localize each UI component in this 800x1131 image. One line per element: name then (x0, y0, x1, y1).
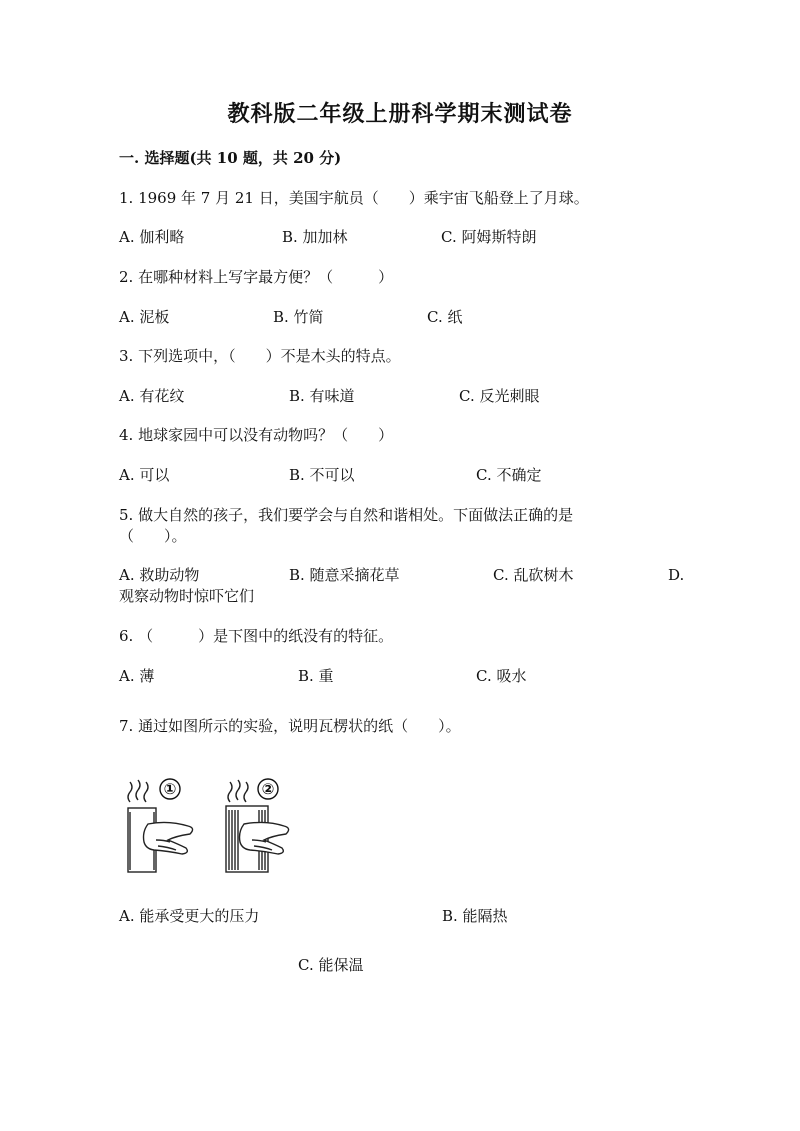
question-6-option-a: A. 薄 (119, 667, 155, 685)
question-5-option-d: D. (668, 566, 685, 584)
question-7-option-c: C. 能保温 (298, 956, 364, 974)
experiment-1-illustration (128, 780, 193, 872)
question-7-option-b: B. 能隔热 (442, 907, 508, 925)
experiment-figure (118, 772, 298, 878)
figure-label-2: ② (261, 780, 275, 798)
question-1-option-b: B. 加加林 (282, 228, 348, 246)
question-7-option-a: A. 能承受更大的压力 (119, 907, 260, 925)
figure-label-1: ① (163, 780, 177, 798)
question-3-option-c: C. 反光刺眼 (459, 387, 540, 405)
question-7-stem: 7. 通过如图所示的实验，说明瓦楞状的纸（ ）。 (119, 717, 461, 735)
question-5-option-b: B. 随意采摘花草 (289, 566, 400, 584)
question-4-option-c: C. 不确定 (476, 466, 542, 484)
exam-title: 教科版二年级上册科学期末测试卷 (227, 101, 573, 127)
question-2-option-b: B. 竹简 (273, 308, 324, 326)
question-2-option-c: C. 纸 (427, 308, 463, 326)
section-heading: 一. 选择题(共 10 题，共 20 分) (119, 149, 342, 167)
experiment-2-illustration (226, 780, 289, 872)
question-5-option-d-text: 观察动物时惊吓它们 (119, 587, 255, 605)
question-3-option-a: A. 有花纹 (119, 387, 185, 405)
question-3-option-b: B. 有味道 (289, 387, 355, 405)
question-2-stem: 2. 在哪种材料上写字最方便？（ ） (119, 268, 394, 286)
question-4-option-b: B. 不可以 (289, 466, 355, 484)
question-1-option-a: A. 伽利略 (119, 228, 185, 246)
question-6-option-c: C. 吸水 (476, 667, 527, 685)
question-5-stem-continued: （ ）。 (119, 527, 187, 545)
question-6-stem: 6. （ ）是下图中的纸没有的特征。 (119, 627, 394, 645)
question-2-option-a: A. 泥板 (119, 308, 170, 326)
question-1-stem: 1. 1969 年 7 月 21 日，美国宇航员（ ）乘宇宙飞船登上了月球。 (119, 189, 589, 207)
question-4-stem: 4. 地球家园中可以没有动物吗？（ ） (119, 426, 394, 444)
question-4-option-a: A. 可以 (119, 466, 170, 484)
question-5-option-c: C. 乱砍树木 (493, 566, 574, 584)
question-3-stem: 3. 下列选项中，（ ）不是木头的特点。 (119, 347, 401, 365)
question-6-option-b: B. 重 (298, 667, 334, 685)
question-1-option-c: C. 阿姆斯特朗 (441, 228, 537, 246)
question-5-stem: 5. 做大自然的孩子，我们要学会与自然和谐相处。下面做法正确的是 (119, 506, 574, 524)
question-5-option-a: A. 救助动物 (119, 566, 200, 584)
